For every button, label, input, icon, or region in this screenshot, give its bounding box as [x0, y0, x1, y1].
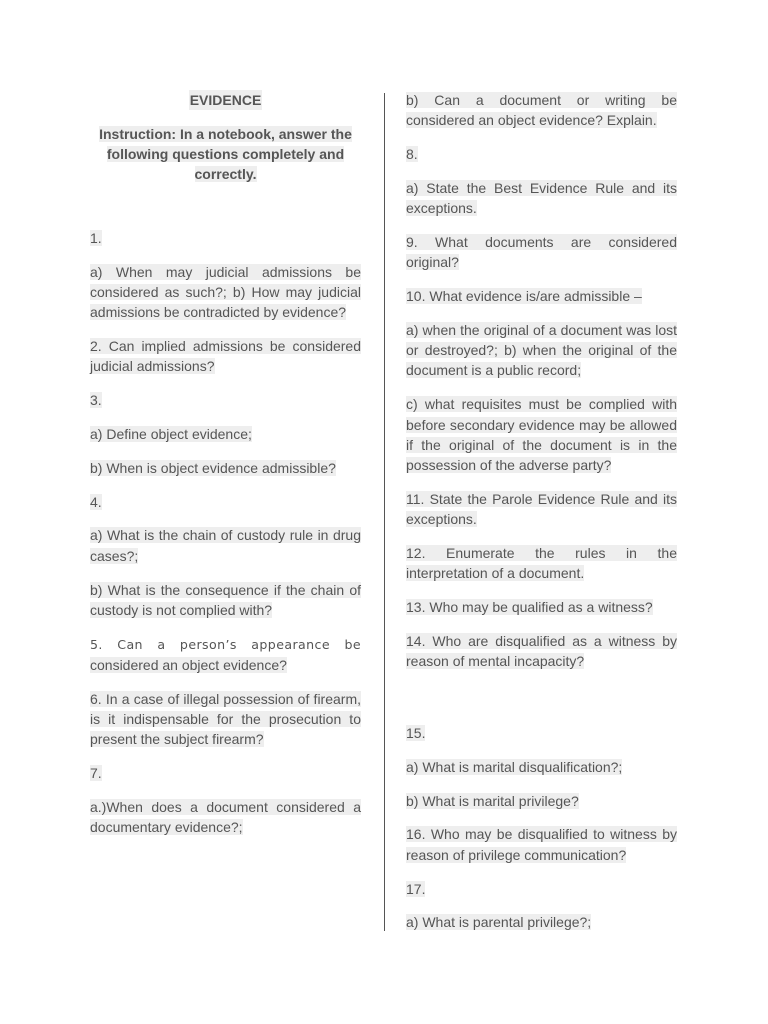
- question-12: 12. Enumerate the rules in the interpretation of a document.: [406, 545, 677, 582]
- question-7b: b) Can a document or writing be considered an object evidence? Explain.: [406, 92, 677, 129]
- question-17a: a) What is parental privilege?;: [406, 914, 592, 931]
- question-15a: a) What is marital disqualification?;: [406, 758, 623, 775]
- question-10a: a) when the original of a document was lost or destroyed?; b) when the original of the document is a public record;: [406, 321, 677, 379]
- question-5-continued: considered an object evidence?: [90, 656, 287, 673]
- question-10: 10. What evidence is/are admissible –: [406, 288, 642, 305]
- question-4b: b) What is the consequence if the chain of custody is not complied with?: [90, 581, 361, 618]
- column-divider: [384, 93, 385, 931]
- question-17-heading: 17.: [406, 880, 426, 897]
- instruction-text: Instruction: In a notebook, answer the following questions completely and correctly.: [99, 126, 352, 182]
- question-11: 11. State the Parole Evidence Rule and its exceptions.: [406, 490, 677, 528]
- question-3a: a) Define object evidence;: [90, 426, 252, 443]
- question-7-heading: 7.: [90, 765, 102, 782]
- question-1-heading: 1.: [90, 230, 102, 246]
- question-15-heading: 15.: [406, 725, 426, 742]
- question-10c: c) what requisites must be complied with before secondary evidence may be allowed if the original of the document is in the possession of the adverse party?: [406, 396, 677, 474]
- question-9: 9. What documents are considered original?: [406, 233, 677, 271]
- right-column: [406, 90, 677, 946]
- question-7a: a.)When does a document considered a documentary evidence?;: [90, 798, 361, 836]
- question-13: 13. Who may be qualified as a witness?: [406, 599, 653, 616]
- question-4-heading: 4.: [90, 493, 102, 510]
- question-16: 16. Who may be disqualified to witness by reason of privilege communication?: [406, 826, 677, 863]
- question-1a: a) When may judicial admissions be considered as such?; b) How may judicial admissions be contradicted by evidence?: [90, 263, 361, 321]
- blank-space: [406, 685, 677, 723]
- question-14: 14. Who are disqualified as a witness by reason of mental incapacity?: [406, 632, 677, 670]
- question-5: 5. Can a person’s appearance be: [90, 636, 361, 652]
- document-title: EVIDENCE: [189, 92, 262, 108]
- question-15b: b) What is marital privilege?: [406, 792, 579, 809]
- question-6: 6. In a case of illegal possession of firearm, is it indispensable for the prosecution to present the subject firearm?: [90, 690, 361, 748]
- question-2: 2. Can implied admissions be considered judicial admissions?: [90, 338, 361, 375]
- question-4a: a) What is the chain of custody rule in drug cases?;: [90, 527, 361, 564]
- question-8-heading: 8.: [406, 146, 418, 163]
- left-column: [90, 90, 361, 851]
- question-8a: a) State the Best Evidence Rule and its exceptions.: [406, 179, 677, 217]
- question-3-heading: 3.: [90, 392, 102, 409]
- question-3b: b) When is object evidence admissible?: [90, 459, 336, 476]
